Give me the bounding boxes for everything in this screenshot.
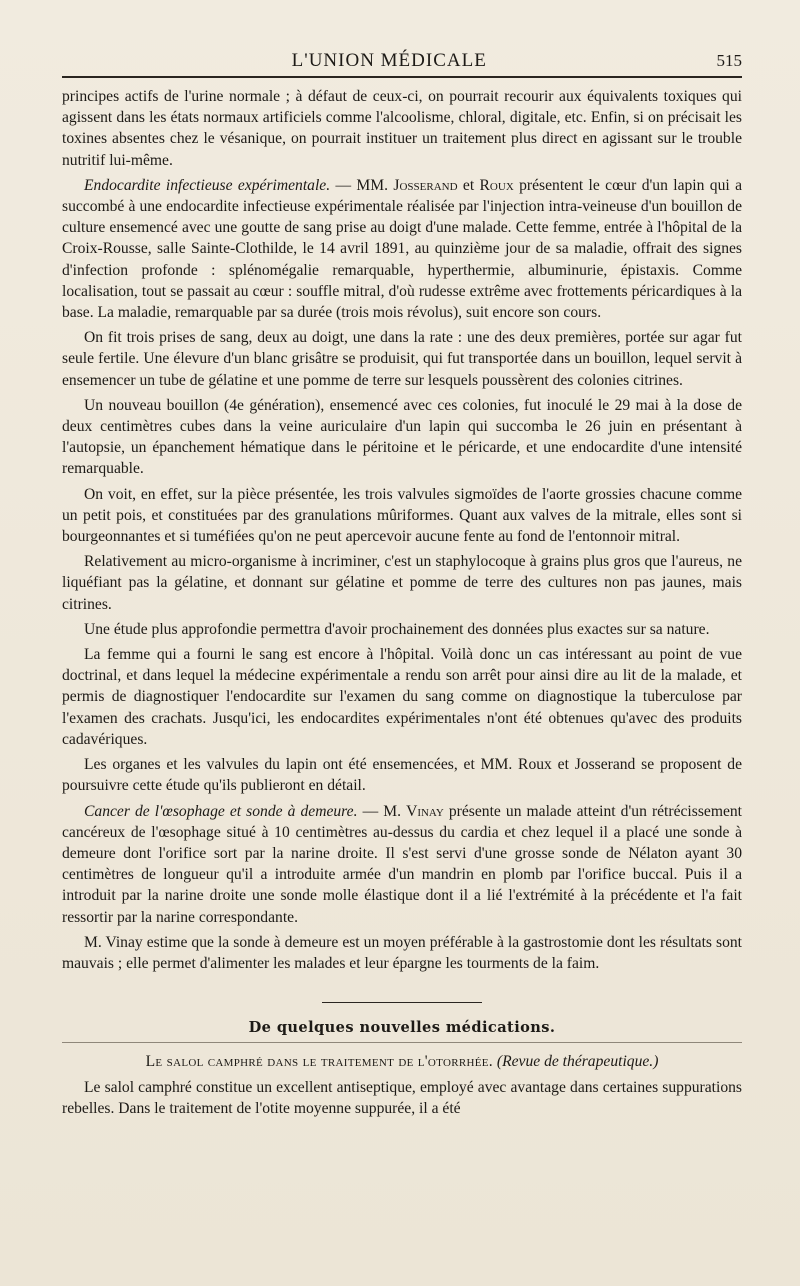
rubric-heading: Endocardite infectieuse expérimentale.: [84, 176, 331, 194]
journal-title: L'UNION MÉDICALE: [291, 50, 487, 71]
sub-heading: [62, 1053, 742, 1071]
paragraph: Un nouveau bouillon (4e génération), ensemencé avec ces colonies, fut inoculé le 29 mai à la dose de deux centimètres cubes dans la veine auriculaire d'un lapin qui succomba le 26 juin en présentant à l'autopsie, un épanchement hématique dans le péritoine et le péricarde, et une endocardite d'une intensité remarquable.: [62, 396, 742, 478]
page-number: 515: [716, 51, 742, 70]
separator-text: — M.: [357, 802, 407, 820]
article-body: [62, 86, 742, 974]
sub-heading-source: (Revue de thérapeutique.): [496, 1053, 659, 1071]
separator-text: — MM.: [330, 176, 394, 194]
section-body: [62, 1077, 742, 1119]
rubric-heading: Cancer de l'œsophage et sonde à demeure.: [84, 802, 358, 820]
paragraph: On voit, en effet, sur la pièce présentée, les trois valvules sigmoïdes de l'aorte grossies chacune comme un petit pois, et constituées par des granulations mûriformes. Quant aux valves de la mitrale, elles sont si bourgeonnantes et si tuméfiées qu'on ne peut apercevoir aucune fente au fond de l'entonnoir mitral.: [62, 485, 742, 546]
paragraph: Relativement au micro-organisme à incriminer, c'est un staphylocoque à grains plus gros que l'aureus, ne liquéfiant pas la gélatine, et donnant sur gélatine et pomme de terre des cultures non pas jaunes, mais citrines.: [62, 553, 742, 613]
author-name: Vinay: [406, 802, 444, 820]
paragraph: La femme qui a fourni le sang est encore à l'hôpital. Voilà donc un cas intéressant au point de vue doctrinal, et dans lequel la médecine expérimentale a rendu son arrêt pour ainsi dire au lit de la malade, et permis de diagnostiquer l'endocardite sur l'examen du sang comme on diagnostique la tuberculose par l'examen des crachats. Jusqu'ici, les endocardites expérimentales n'ont été obtenues qu'avec des produits cadavériques.: [62, 646, 742, 748]
sub-heading-title: Le salol camphré dans le traitement de l'otorrhée.: [145, 1053, 493, 1071]
paragraph: M. Vinay estime que la sonde à demeure est un moyen préférable à la gastrostomie dont les résultats sont mauvais ; elle permet d'alimenter les malades et leur épargne les tourments de la faim.: [62, 933, 742, 972]
paragraph-endocardite: [62, 175, 742, 323]
paragraph: Les organes et les valvules du lapin ont été ensemencées, et MM. Roux et Josserand se proposent de poursuivre cette étude qu'ils publieront en détail.: [62, 756, 742, 795]
paragraph: On fit trois prises de sang, deux au doigt, une dans la rate : une des deux premières, portée sur agar fut seule fertile. Une élevure d'un blanc grisâtre se produisit, qui fut transportée dans un bouillon, lequel servit à ensemencer un tube de gélatine et une pomme de terre sur lesquels poussèrent des colonies citrines.: [62, 329, 742, 389]
author-name: Roux: [479, 176, 514, 194]
section-divider: [322, 1002, 482, 1003]
paragraph-text: présentent le cœur d'un lapin qui a succombé à une endocardite infectieuse expérimentale réalisée par l'injection intra-veineuse d'un bouillon de culture ensemencé avec une goutte de sang prise au doigt d'une malade. Cette femme, entrée à l'hôpital de la Croix-Rousse, salle Sainte-Clothilde, le 14 avril 1891, au quinzième jour de sa maladie, offrait des signes d'infection profonde : splénomégalie remarquable, hyperthermie, albuminurie, épistaxis. Comme localisation, tout se passait au cœur : souffle mitral, d'où rudesse extrême avec frottements péricardiques à la base. La maladie, remarquable par sa durée (trois mois révolus), suit encore son cours.: [62, 176, 742, 322]
conjunction-text: et: [457, 176, 480, 194]
running-head: [62, 50, 742, 78]
paragraph-text: présente un malade atteint d'un rétrécissement cancéreux de l'œsophage situé à 10 centimètres au-dessus du cardia et chez lequel il a placé une sonde à demeure dont l'orifice sort par la narine droite. Il s'est servi d'une grosse sonde de Nélaton ayant 30 centimètres de longueur qu'il a introduite armée d'un mandrin en plomb par l'orifice buccal. Puis il a introduit par la narine droite une sonde molle élastique dont il a lié l'extrémité à la précédente et l'a fait ressortir par la narine correspondante.: [62, 802, 742, 926]
author-name: Josserand: [393, 176, 458, 194]
paragraph-cancer: [62, 801, 742, 928]
section-title: De quelques nouvelles médications.: [62, 1019, 742, 1043]
paragraph: Le salol camphré constitue un excellent antiseptique, employé avec avantage dans certaines suppurations rebelles. Dans le traitement de l'otite moyenne suppurée, il a été: [62, 1079, 742, 1118]
paragraph: Une étude plus approfondie permettra d'avoir prochainement des données plus exactes sur sa nature.: [84, 620, 710, 638]
paragraph: principes actifs de l'urine normale ; à défaut de ceux-ci, on pourrait recourir aux équivalents toxiques qui agissent dans les états normaux artificiels comme l'alcoolisme, chloral, digitale, etc. Enfin, si on précisait les toxines absentes chez le vésanique, on pourrait instituer un traitement plus direct en agissant sur le trouble nutritif lui-même.: [62, 88, 742, 169]
